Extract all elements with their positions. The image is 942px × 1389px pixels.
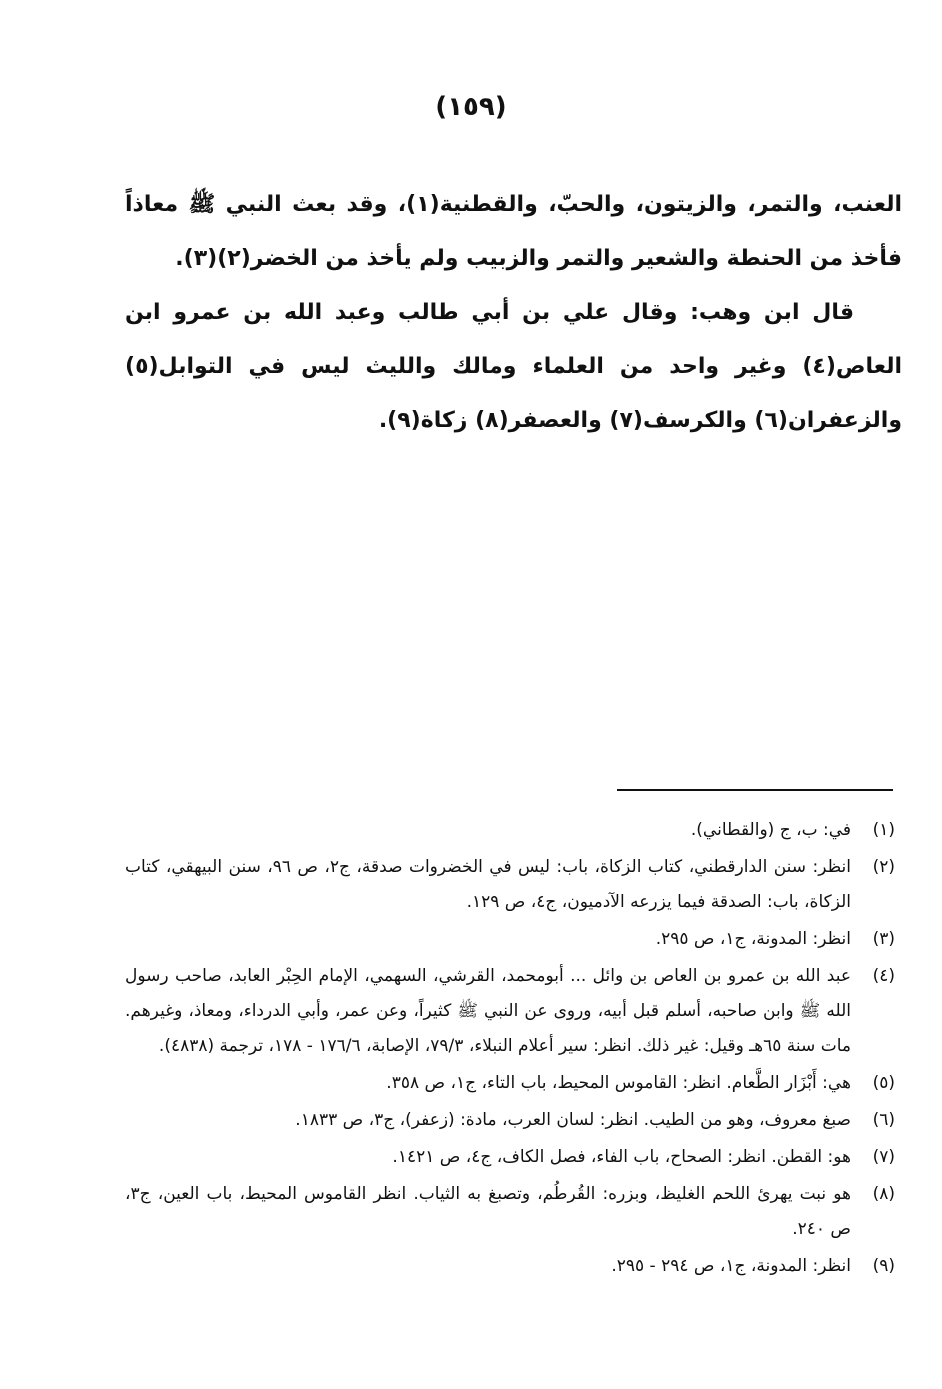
footnote-text: عبد الله بن عمرو بن العاص بن وائل ... أبومحمد، القرشي، السهمي، الإمام الحِبْر العابد، صاحب رسول الله ﷺ وابن صاحبه، أسلم قبل أبيه، وروى عن النبي ﷺ كثيراً، وعن عمر، وأبي الدرداء، ومعاذ، وغيرهم. مات سنة ٦٥هـ وقيل: غير ذلك. انظر: سير أعلام النبلاء، ٧٩/٣، الإصابة، ١٧٦/٦ - ١٧٨، ترجمة (٤٨٣٨). (125, 966, 851, 1056)
footnote-text: هو نبت يهرئ اللحم الغليظ، وبزره: القُرطُم، وتصبغ به الثياب. انظر القاموس المحيط، باب العين، ج٣، ص ٢٤٠. (125, 1184, 851, 1239)
footnote (125, 850, 895, 920)
footnote-number: (٧) (872, 1147, 895, 1167)
footnote-number: (٦) (872, 1110, 895, 1130)
footnote (125, 1177, 895, 1247)
footnote-text: انظر: المدونة، ج١، ص ٢٩٥. (655, 929, 851, 949)
paragraph: قال ابن وهب: وقال علي بن أبي طالب وعبد الله بن عمرو ابن العاص(٤) وغير واحد من العلماء ومالك والليث ليس في التوابل(٥) والزعفران(٦) والكرسف(٧) والعصفر(٨) زكاة(٩). (125, 300, 902, 433)
footnote-text: في: ب، ج (والقطاني). (690, 820, 851, 840)
footnote-number: (١) (872, 820, 895, 840)
footnote (125, 1066, 895, 1101)
footnote-number: (٥) (872, 1073, 895, 1093)
main-text (125, 178, 902, 448)
footnote-number: (٤) (872, 966, 895, 986)
footnote (125, 959, 895, 1064)
footnote-text: هي: أَبْزَار الطَّعام. انظر: القاموس المحيط، باب التاء، ج١، ص ٣٥٨. (386, 1073, 851, 1093)
footnote-text: انظر: المدونة، ج١، ص ٢٩٤ - ٢٩٥. (611, 1256, 851, 1276)
footnote-text: هو: القطن. انظر: الصحاح، باب الفاء، فصل الكاف، ج٤، ص ١٤٢١. (392, 1147, 851, 1167)
footnote-number: (٩) (872, 1256, 895, 1276)
footnote (125, 813, 895, 848)
footnotes (125, 813, 895, 1286)
footnote-text: صبغ معروف، وهو من الطيب. انظر: لسان العرب، مادة: (زعفر)، ج٣، ص ١٨٣٣. (295, 1110, 851, 1130)
footnote (125, 1103, 895, 1138)
footnote-text: انظر: سنن الدارقطني، كتاب الزكاة، باب: ليس في الخضروات صدقة، ج٢، ص ٩٦، سنن البيهقي، كتاب الزكاة، باب: الصدقة فيما يزرعه الآدميون، ج٤، ص ١٢٩. (125, 857, 851, 912)
footnote-number: (٨) (872, 1184, 895, 1204)
page-number: (١٥٩) (435, 92, 507, 122)
footnote (125, 1140, 895, 1175)
paragraph: العنب، والتمر، والزيتون، والحبّ، والقطنية(١)، وقد بعث النبي ﷺ معاذاً فأخذ من الحنطة والشعير والتمر والزبيب ولم يأخذ من الخضر(٢)(٣). (125, 192, 902, 271)
footnote-divider (617, 789, 893, 791)
footnote-number: (٢) (872, 857, 895, 877)
footnote (125, 1249, 895, 1284)
footnote-number: (٣) (872, 929, 895, 949)
footnote (125, 922, 895, 957)
